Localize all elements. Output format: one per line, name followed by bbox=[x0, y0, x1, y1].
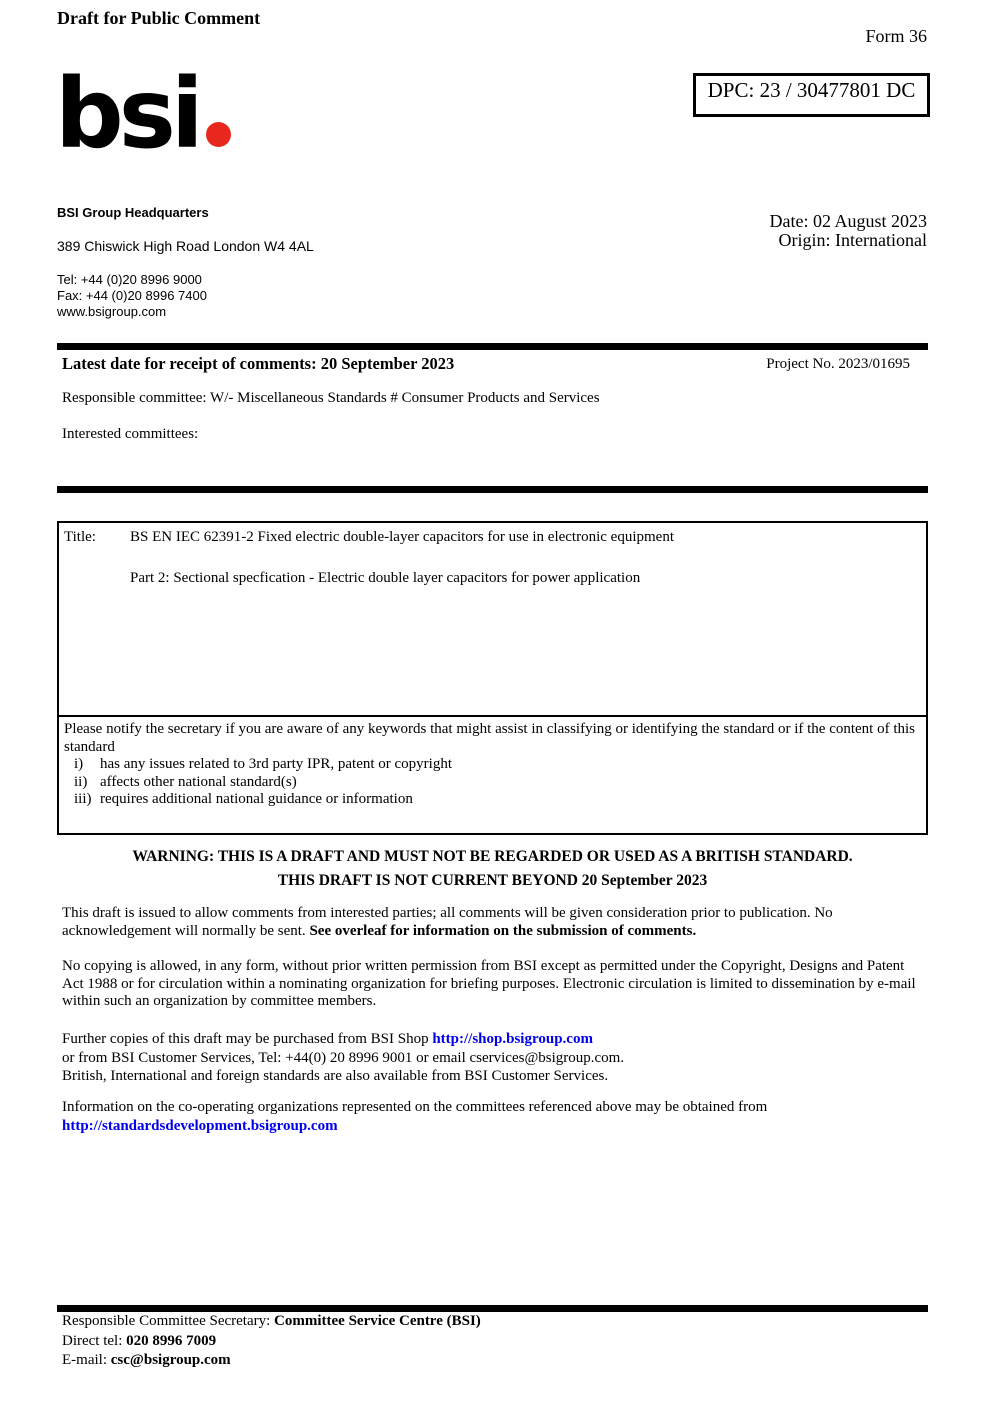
keyword-item-text: has any issues related to 3rd party IPR, patent or copyright bbox=[100, 756, 453, 772]
standards-available-text: British, International and foreign standards are also available from BSI Customer Services. bbox=[62, 1068, 609, 1084]
keyword-item-text: requires additional national guidance or information bbox=[100, 791, 413, 807]
project-number: Project No. 2023/01695 bbox=[766, 356, 910, 372]
warning-notice bbox=[57, 845, 928, 893]
divider-bar-top bbox=[57, 343, 928, 350]
further-copies-paragraph bbox=[62, 1030, 928, 1086]
street-address: 389 Chiswick High Road London W4 4AL bbox=[57, 238, 314, 254]
bsi-logo bbox=[55, 58, 231, 170]
cooperating-orgs-text: Information on the co-operating organizations represented on the committees referenced above may be obtained from bbox=[62, 1099, 768, 1115]
keywords-intro: Please notify the secretary if you are aware of any keywords that might assist in classifying or identifying the standard or if the content of this standard bbox=[64, 721, 916, 755]
secretary-label: Responsible Committee Secretary: bbox=[62, 1313, 275, 1329]
secretary-line bbox=[62, 1312, 481, 1332]
see-overleaf-text: See overleaf for information on the submission of comments. bbox=[309, 922, 697, 939]
dpc-number-box bbox=[693, 73, 930, 117]
title-label: Title: bbox=[64, 529, 96, 545]
warning-line-1: WARNING: THIS IS A DRAFT AND MUST NOT BE REGARDED OR USED AS A BRITISH STANDARD. bbox=[132, 848, 853, 865]
fax-line: Fax: +44 (0)20 8996 7400 bbox=[57, 288, 207, 303]
tel-line: Tel: +44 (0)20 8996 9000 bbox=[57, 272, 202, 287]
date-line: Date: 02 August 2023 bbox=[769, 211, 927, 231]
bsi-shop-link[interactable]: http://shop.bsigroup.com bbox=[432, 1031, 593, 1047]
dpc-number: DPC: 23 / 30477801 DC bbox=[707, 78, 916, 102]
cooperating-orgs-paragraph bbox=[62, 1098, 928, 1135]
warning-line-2: THIS DRAFT IS NOT CURRENT BEYOND 20 September 2023 bbox=[277, 872, 708, 889]
website-line: www.bsigroup.com bbox=[57, 304, 167, 319]
keyword-item-number: ii) bbox=[74, 773, 88, 790]
direct-tel-value: 020 8996 7009 bbox=[126, 1332, 217, 1349]
email-label: E-mail: bbox=[62, 1352, 111, 1368]
date-origin-block bbox=[770, 212, 928, 250]
email-line bbox=[62, 1351, 481, 1371]
hq-label: BSI Group Headquarters bbox=[57, 205, 209, 220]
bsi-logo-text: bsi bbox=[55, 58, 199, 170]
latest-date-row bbox=[62, 354, 910, 374]
address-block bbox=[57, 205, 314, 320]
email-value: csc@bsigroup.com bbox=[110, 1352, 231, 1368]
customer-services-text: or from BSI Customer Services, Tel: +44(0) 20 8996 9001 or email cservices@bsigroup.com. bbox=[62, 1049, 625, 1066]
keyword-item bbox=[74, 756, 920, 774]
divider-bar-bottom bbox=[57, 1305, 928, 1312]
keyword-item-number: i) bbox=[74, 756, 84, 772]
draft-for-public-comment-heading: Draft for Public Comment bbox=[57, 8, 261, 28]
secretary-value: Committee Service Centre (BSI) bbox=[274, 1313, 481, 1329]
further-copies-text: Further copies of this draft may be purchased from BSI Shop bbox=[62, 1031, 433, 1047]
title-box bbox=[57, 521, 928, 717]
bsi-logo-dot bbox=[206, 122, 231, 147]
latest-date-label: Latest date for receipt of comments: 20 September 2023 bbox=[62, 354, 455, 373]
direct-tel-line bbox=[62, 1332, 481, 1352]
keywords-notice-box bbox=[57, 715, 928, 835]
keyword-item-text: affects other national standard(s) bbox=[100, 773, 297, 790]
no-copying-paragraph: No copying is allowed, in any form, without prior written permission from BSI except as permitted under the Copyright, Designs and Patent Act 1988 or for circulation within a nominating organization for briefing purposes. Electronic circulation is limited to dissemination by e-mail within such an organization by committee members. bbox=[62, 958, 916, 1009]
direct-tel-label: Direct tel: bbox=[62, 1332, 127, 1349]
interested-committees-line: Interested committees: bbox=[62, 426, 199, 442]
secretary-contact-block bbox=[62, 1312, 481, 1371]
standard-subtitle: Part 2: Sectional specfication - Electric double layer capacitors for power application bbox=[130, 570, 641, 586]
divider-bar-middle bbox=[57, 486, 928, 493]
keyword-item bbox=[74, 774, 920, 792]
keyword-item-number: iii) bbox=[74, 791, 92, 807]
form-number: Form 36 bbox=[865, 26, 927, 46]
keyword-item bbox=[74, 791, 920, 809]
responsible-committee-line: Responsible committee: W/- Miscellaneous Standards # Consumer Products and Services bbox=[62, 390, 600, 406]
origin-line: Origin: International bbox=[778, 230, 927, 250]
standard-title: BS EN IEC 62391-2 Fixed electric double-layer capacitors for use in electronic equipment bbox=[130, 529, 674, 545]
standards-development-link[interactable]: http://standardsdevelopment.bsigroup.com bbox=[62, 1117, 338, 1134]
draft-issued-paragraph bbox=[62, 905, 928, 940]
draft-issued-text: This draft is issued to allow comments from interested parties; all comments will be given consideration prior to publication. No acknowledgement will normally be sent. bbox=[62, 905, 833, 939]
